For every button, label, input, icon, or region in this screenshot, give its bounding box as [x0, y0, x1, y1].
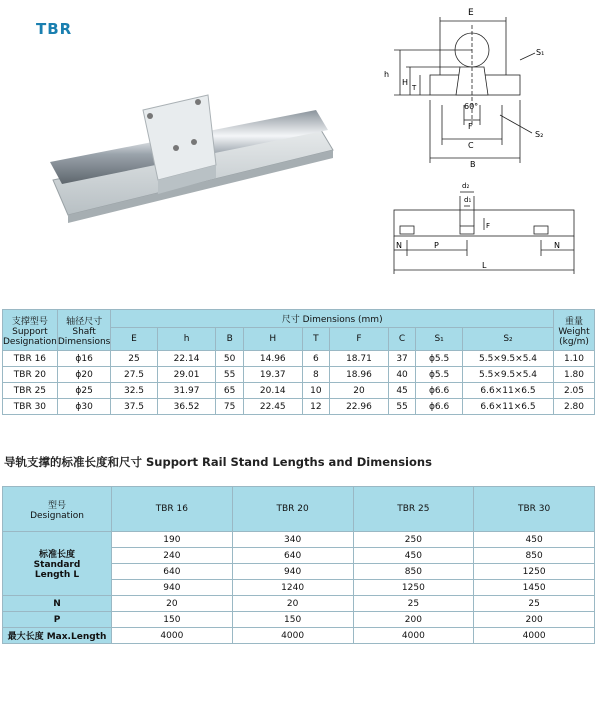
header-tbr25: TBR 25 — [353, 487, 474, 532]
dim-e-label: E — [468, 8, 474, 18]
table-cell: 1.80 — [554, 367, 595, 383]
table-cell: 12 — [302, 399, 329, 415]
table-cell: 14.96 — [243, 351, 302, 367]
table-cell: ϕ6.6 — [416, 399, 463, 415]
table-cell: 20 — [330, 383, 389, 399]
table-cell: 25 — [474, 596, 595, 612]
table-cell: ϕ20 — [57, 367, 111, 383]
table-cell: 45 — [388, 383, 415, 399]
header-dimensions: 尺寸 Dimensions (mm) — [111, 310, 554, 328]
table-cell: 150 — [112, 612, 233, 628]
table-cell: 4000 — [474, 628, 595, 644]
dim-n-left-label: N — [396, 241, 402, 250]
header-model: 支撑型号 Support Designation — [3, 310, 58, 351]
table-cell: 4000 — [353, 628, 474, 644]
top-view-drawing — [384, 178, 584, 278]
table-cell: 250 — [353, 532, 474, 548]
header-s2: S₂ — [463, 328, 554, 351]
table-cell: 640 — [112, 564, 233, 580]
max-length-row-label: 最大长度 Max.Length — [3, 628, 112, 644]
table-cell: 40 — [388, 367, 415, 383]
section-title: 导轨支撑的标准长度和尺寸 Support Rail Stand Lengths and Dimensions — [4, 455, 432, 469]
n-row-label: N — [3, 596, 112, 612]
table-cell: 5.5×9.5×5.4 — [463, 351, 554, 367]
product-photo — [48, 70, 348, 230]
table-cell: 940 — [112, 580, 233, 596]
header-h: h — [157, 328, 216, 351]
table-cell: 25 — [353, 596, 474, 612]
table-cell: 850 — [474, 548, 595, 564]
standard-length-label: 标准长度 Standard Length L — [3, 532, 112, 596]
header-tbr20: TBR 20 — [232, 487, 353, 532]
table-cell: 150 — [232, 612, 353, 628]
table-cell: TBR 25 — [3, 383, 58, 399]
dim-s1-label: S₁ — [536, 48, 545, 57]
table-cell: ϕ25 — [57, 383, 111, 399]
table-cell: 25 — [111, 351, 157, 367]
table-cell: 6.6×11×6.5 — [463, 399, 554, 415]
page-title: TBR — [36, 20, 73, 38]
table-cell: 29.01 — [157, 367, 216, 383]
table-cell: 190 — [112, 532, 233, 548]
table-cell: 1250 — [474, 564, 595, 580]
table-cell: 450 — [474, 532, 595, 548]
table-cell: 19.37 — [243, 367, 302, 383]
header-h-upper: H — [243, 328, 302, 351]
table-row — [3, 383, 595, 399]
table-cell: 32.5 — [111, 383, 157, 399]
table-cell: 2.05 — [554, 383, 595, 399]
table-cell: 20.14 — [243, 383, 302, 399]
table-cell: 65 — [216, 383, 243, 399]
table-cell: 18.71 — [330, 351, 389, 367]
p-row — [3, 612, 595, 628]
table-cell: 5.5×9.5×5.4 — [463, 367, 554, 383]
table-cell: ϕ5.5 — [416, 367, 463, 383]
table-cell: ϕ30 — [57, 399, 111, 415]
table-cell: TBR 30 — [3, 399, 58, 415]
table-row — [3, 351, 595, 367]
angle-label: 60° — [464, 102, 479, 111]
dim-h-upper-label: H — [402, 78, 409, 87]
table-cell: 31.97 — [157, 383, 216, 399]
n-row — [3, 596, 595, 612]
table-cell: 27.5 — [111, 367, 157, 383]
table-cell: ϕ5.5 — [416, 351, 463, 367]
spec-table — [2, 309, 595, 415]
dim-d1-label: d₁ — [464, 196, 472, 204]
table-row — [3, 399, 595, 415]
table-cell: 850 — [353, 564, 474, 580]
table-cell: 55 — [388, 399, 415, 415]
table-cell: 37 — [388, 351, 415, 367]
table-cell: 1.10 — [554, 351, 595, 367]
table-cell: 4000 — [112, 628, 233, 644]
length-table — [2, 486, 595, 644]
table-cell: 1450 — [474, 580, 595, 596]
table-cell: 75 — [216, 399, 243, 415]
table-cell: 20 — [112, 596, 233, 612]
header-tbr30: TBR 30 — [474, 487, 595, 532]
dim-f-label: F — [468, 122, 473, 131]
table-cell: 640 — [232, 548, 353, 564]
table-cell: 10 — [302, 383, 329, 399]
dim-s2-label: S₂ — [535, 130, 544, 139]
dim-c-label: C — [468, 141, 474, 150]
header-tbr16: TBR 16 — [112, 487, 233, 532]
header-designation: 型号 Designation — [3, 487, 112, 532]
table-cell: 240 — [112, 548, 233, 564]
table-cell: TBR 20 — [3, 367, 58, 383]
header-f: F — [330, 328, 389, 351]
table-row — [3, 367, 595, 383]
header-s1: S₁ — [416, 328, 463, 351]
table-cell: 1250 — [353, 580, 474, 596]
header-e: E — [111, 328, 157, 351]
table-cell: 18.96 — [330, 367, 389, 383]
dim-p-label: P — [434, 241, 439, 250]
table-cell: 6.6×11×6.5 — [463, 383, 554, 399]
table-cell: 50 — [216, 351, 243, 367]
dim-l-label: L — [482, 261, 487, 270]
table-cell: 20 — [232, 596, 353, 612]
table-cell: 200 — [353, 612, 474, 628]
dim-d2-label: d₂ — [462, 182, 470, 190]
dim-t-label: T — [412, 84, 417, 92]
header-b: B — [216, 328, 243, 351]
dim-h-label: h — [384, 70, 390, 79]
table-cell: 22.96 — [330, 399, 389, 415]
table-cell: ϕ6.6 — [416, 383, 463, 399]
header-shaft: 轴径尺寸 Shaft Dimensions — [57, 310, 111, 351]
table-cell: 940 — [232, 564, 353, 580]
table-cell: 55 — [216, 367, 243, 383]
table-row — [3, 532, 595, 548]
table-cell: 1240 — [232, 580, 353, 596]
table-cell: 37.5 — [111, 399, 157, 415]
table-cell: 8 — [302, 367, 329, 383]
table-cell: 450 — [353, 548, 474, 564]
header-c: C — [388, 328, 415, 351]
table-cell: 2.80 — [554, 399, 595, 415]
dim-b-label: B — [470, 160, 476, 169]
table-cell: 36.52 — [157, 399, 216, 415]
table-cell: 22.45 — [243, 399, 302, 415]
header-weight: 重量 Weight (kg/m) — [554, 310, 595, 351]
dim-n-right-label: N — [554, 241, 560, 250]
cross-section-drawing — [380, 5, 590, 170]
table-cell: 6 — [302, 351, 329, 367]
p-row-label: P — [3, 612, 112, 628]
table-cell: 22.14 — [157, 351, 216, 367]
dim-f-label: F — [486, 222, 491, 230]
table-cell: TBR 16 — [3, 351, 58, 367]
max-length-row — [3, 628, 595, 644]
table-cell: 4000 — [232, 628, 353, 644]
header-t: T — [302, 328, 329, 351]
table-cell: 200 — [474, 612, 595, 628]
table-cell: 340 — [232, 532, 353, 548]
table-cell: ϕ16 — [57, 351, 111, 367]
